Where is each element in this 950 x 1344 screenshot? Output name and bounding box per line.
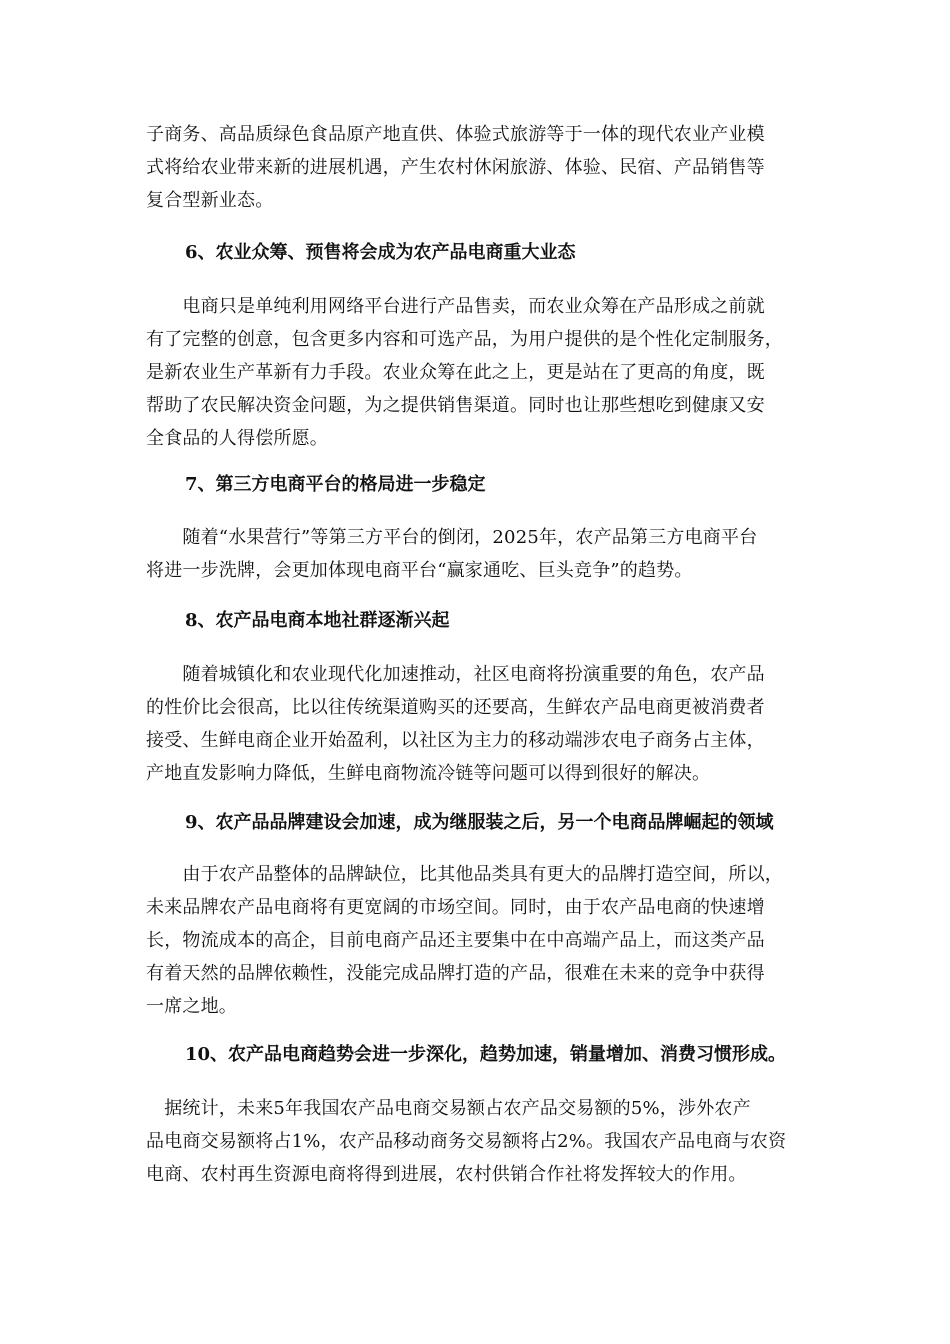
paragraph-8 [146,658,816,790]
text-line: 由于农产品整体的品牌缺位，比其他品类具有更大的品牌打造空间，所以， [146,864,783,885]
section-heading-9: 9、农产品品牌建设会加速，成为继服装之后，另一个电商品牌崛起的领域 [185,812,774,833]
text-line: 帮助了农民解决资金问题，为之提供销售渠道。同时也让那些想吃到健康又安 [146,395,765,416]
text-line: 随着城镇化和农业现代化加速推动，社区电商将扮演重要的角色，农产品 [146,664,765,685]
text-line: 子商务、高品质绿色食品原产地直供、体验式旅游等于一体的现代农业产业模 [146,124,765,145]
text-line: 复合型新业态。 [146,190,274,211]
paragraph-9 [146,858,816,1023]
section-heading-6: 6、农业众筹、预售将会成为农产品电商重大业态 [185,242,576,263]
text-line: 将进一步洗牌，会更加体现电商平台“赢家通吃、巨头竞争”的趋势。 [146,560,693,581]
text-line: 全食品的人得偿所愿。 [146,428,328,449]
text-line: 长，物流成本的高企，目前电商产品还主要集中在中高端产品上，而这类产品 [146,930,765,951]
section-heading-8: 8、农产品电商本地社群逐渐兴起 [185,610,450,631]
text-line: 产地直发影响力降低，生鲜电商物流冷链等问题可以得到很好的解决。 [146,763,711,784]
paragraph-10 [146,1092,816,1191]
text-line: 随着“水果营行”等第三方平台的倒闭，2025年，农产品第三方电商平台 [146,527,758,548]
text-line: 电商只是单纯利用网络平台进行产品售卖，而农业众筹在产品形成之前就 [146,296,765,317]
section-heading-7: 7、第三方电商平台的格局进一步稳定 [185,474,486,495]
paragraph-7 [146,521,816,587]
text-line: 有着天然的品牌依赖性，没能完成品牌打造的产品，很难在未来的竞争中获得 [146,963,765,984]
section-heading-10: 10、农产品电商趋势会进一步深化，趋势加速，销量增加、消费习惯形成。 [185,1044,787,1065]
paragraph-intro [146,118,816,217]
text-line: 接受、生鲜电商企业开始盈利，以社区为主力的移动端涉农电子商务占主体， [146,730,765,751]
text-line: 电商、农村再生资源电商将得到进展，农村供销合作社将发挥较大的作用。 [146,1164,747,1185]
text-line: 式将给农业带来新的进展机遇，产生农村休闲旅游、体验、民宿、产品销售等 [146,157,765,178]
text-line: 未来品牌农产品电商将有更宽阔的市场空间。同时，由于农产品电商的快速增 [146,897,765,918]
paragraph-6 [146,290,816,455]
text-line: 有了完整的创意，包含更多内容和可选产品，为用户提供的是个性化定制服务， [146,329,783,350]
text-line: 是新农业生产革新有力手段。农业众筹在此之上，更是站在了更高的角度，既 [146,362,765,383]
text-line: 品电商交易额将占1%，农产品移动商务交易额将占2%。我国农产品电商与农资 [146,1131,787,1152]
text-line: 的性价比会很高，比以往传统渠道购买的还要高，生鲜农产品电商更被消费者 [146,697,765,718]
text-line: 一席之地。 [146,996,237,1017]
text-line: 据统计，未来5年我国农产品电商交易额占农产品交易额的5%，涉外农产 [146,1098,751,1119]
